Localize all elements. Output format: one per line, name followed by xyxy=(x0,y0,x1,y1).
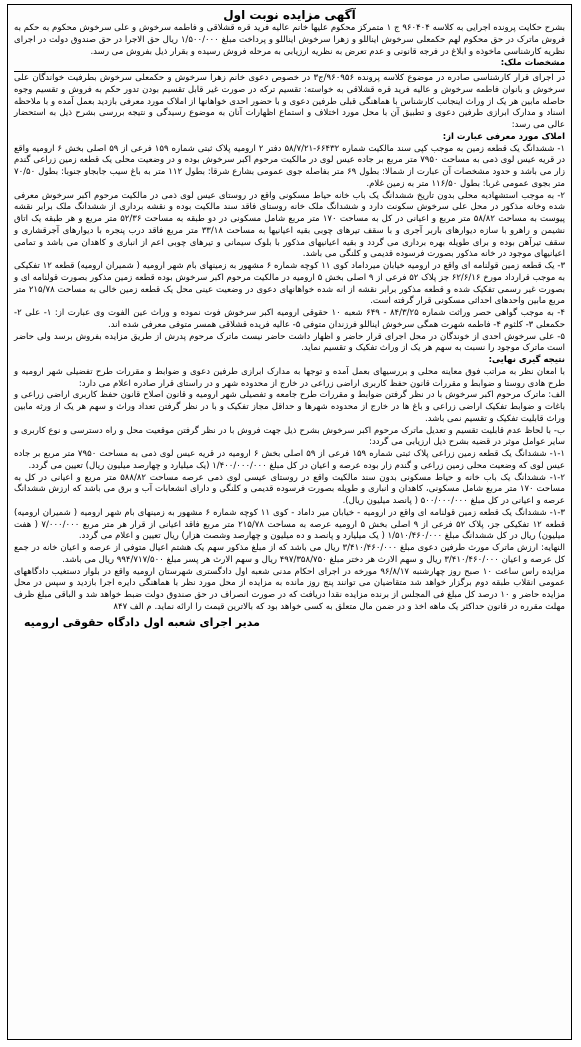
property-item-4: ۴- به موجب گواهی حصر وراثت شماره ۸۴/۳/۲۵ - ۶۴۹ شعبه ۱۰ حقوقی ارومیه اکبر سرخوش فوت نموده و وراث عین الفوت وی عبارت از: ۱- علی ۲- حکمعلی ۳- کلثوم ۴- فاطمه شهرت همگی سرخوش ایناللو فرزندان متوفی ۵- عالیه فریده قشلاقی همسر متوفی معرفی شده اند. xyxy=(14,308,565,330)
auction-terms: مزایده راس ساعت ۱۰ صبح روز چهارشنبه ۹۶/۸/۱۷ مورخه در اجرای احکام مدنی شعبه اول دادگستری شهرستان ارومیه واقع در بلوار دستغیب دادگاههای عمومی انقلاب طبقه دوم برگزار خواهد شد متقاضیان می توانند پنج روز مانده به مزایده از محل مورد نظر با هماهنگی دایره اجرا بازدید و سپس در محل مزایده حاضر و ۱۰ درصد کل مبلغ فی المجلس از برنده مزایده نقدا دریافت که در صورت انصراف در حق صندوق دولت ضبط خواهد شد و الباقی مبلغ ظرف مهلت مقرره در قانون حداکثر یک ماهه اخذ و در ضمن مال متعلق به کسی خواهد بود که بالاترین قیمت را ارائه نماید. م الف ۸۴۷ xyxy=(14,566,566,612)
conclusion-paragraph: با امعان نظر به مراتب فوق معاینه محلی و بررسیهای بعمل آمده و توجها به مدارک ابرازی طرفین دعوی و ضوابط و مقررات طرح تفضیلی شهر ارومیه و طرح هادی روستا و ضوابط و مقررات قانون حفظ کاربری اراضی زراعی در خارج از محدوده شهر و در راستای قرار صادره اعلام می دارد: xyxy=(14,366,565,389)
valuation-item-3: ۱-۳- ششدانگ یک قطعه زمین قولنامه ای واقع در ارومیه - خیابان میر داماد - کوی ۱۱ کوچه شماره ۶ مشهور به زمینهای بام شهر ارومیه ( شمیران ارومیه) قطعه ۱۲ تفکیکی جز، پلاک ۵۲ فرعی از ۹ اصلی بخش ۵ ارومیه عرصه به مساحت ۲۱۵/۷۸ متر مربع فاقد اعیانی از قرار هر متر مربع ۷/۰۰۰/۰۰۰ ( هفت میلیون) ریال در کل ششدانگ مبلغ ۱/۵۱۰/۴۶۰/۰۰۰ ( یک میلیارد و پانصد و ده میلیون و چهارصد وشصت هزار) ریال تعیین و اعلام می گردد. xyxy=(14,507,566,542)
valuation-item-1: ۱-۱- ششدانگ یک قطعه زمین زراعی پلاک ثبتی شماره ۱۵۹ فرعی از ۵۹ اصلی بخش ۶ ارومیه در قریه عیس لوی ذمی به مساحت ۷۹۵۰ متر مربع بر جاده عیس لوی که وضعیت محلی زمین زراعی و گندم زار بوده عرصه و اعیان در کل مبلغ ۱/۴۰۰/۰۰۰/۰۰۰ (یک میلیارد و چهارصد میلیون ریال) تعیین می گردد. xyxy=(14,449,565,471)
clause-be: ب- با لحاظ عدم قابلیت تقسیم و تعدیل ماترک مرحوم اکبر سرخوش بشرح ذیل جهت فروش با در نظر گرفتن موقعیت محل و راه دسترسی و نوع کاربری و سایر عوامل موثر در قضیه بشرح ذیل ارزیابی می گردد: xyxy=(14,425,565,448)
divider-line xyxy=(14,71,565,72)
valuation-item-2: ۱-۲- ششدانگ یک باب خانه و حیاط مسکونی بدون سند مالکیت واقع در روستای عیسی لوی ذمی عرصه مساحت ۵۸۸/۸۲ متر مربع و اعیانی در کل به مساحت ۱۷۰ متر مربع شامل مسکونی، کاهدان و انباری و طویله بصورت فرسوده قدیمی و کلنگی و دارای انشعابات آب و برق می باشد که ارزش ششدانگ عرصه و اعیانی در کل مبلغ ۵۰۰/۰۰۰/۰۰۰ ( پانصد میلیون ریال). xyxy=(14,472,565,506)
property-item-1: ۱- ششدانگ یک قطعه زمین به موجب کپی سند مالکیت شماره ۶۶۴۳۲-۵۸/۷/۲۱ دفتر ۲ ارومیه پلاک ثبتی شماره ۱۵۹ فرعی از ۵۹ اصلی بخش ۶ ارومیه واقع در قریه عیس لوی ذمی به مساحت ۷۹۵۰ متر مربع بر جاده عیس لوی در مالکیت مرحوم اکبر سرخوش بوده و در وضعیت محلی یک قطعه زمین زراعی گندم زار می باشد و حدود مشخصات آن عبارت از شمالا: بطول ۶۹ متر بفاصله جوی عمومی بشارع شرقا: بطول ۱۱۲ متر به باغ سیب جابجاو جنوبا: بطول ۷۰/۵۰ متر بجوی عمومی غربا: بطول ۱۱۶/۵۰ متر به زمین غلام. xyxy=(14,143,566,189)
final-valuation: النهایه: ارزش ماترک مورث طرفین دعوی مبلغ ۳/۴۱۰/۴۶۰/۰۰۰ ریال می باشد که از مبلغ مذکور سهم یک هشتم اعیال متوفی از عرصه و اعیان خانه در جمع کل عرصه و اعیان ۳/۴۱۰/۴۶۰/۰۰۰ ریال و سهم الارث هر دختر مبلغ ۴۹۷/۳۵۸/۷۵۰ ریال و سهم الارث هر پسر مبلغ ۹۹۴/۷۱۷/۵۰۰ ریال می باشد. xyxy=(14,543,565,565)
property-item-3: ۳- یک قطعه زمین قولنامه ای واقع در ارومیه خیابان میرداماد کوی ۱۱ کوچه شماره ۶ مشهور به زمینهای بام شهر ارومیه ( شمیران ارومیه) قطعه ۱۲ تفکیکی به موجب قرارداد مورخ ۶۲/۶/۱۶ جز پلاک ۵۲ فرعی از ۹ اصلی بخش ۵ ارومیه در مالکیت مرحوم اکبر سرخوش بوده قطعه زمین مذکور بصورت قولنامه ای و بصورت غیر رسمی تفکیک شده و قطعه مذکور برابر نقشه از انه شده خواهانهای دعوی در وضعیت عینی محل یک قطعه زمین خالی به مساحت ۲۱۵/۷۸ متر مربع مابین واحدهای احداثی مسکونی قرار گرفته است. xyxy=(14,261,566,307)
property-spec-heading: مشخصات ملک: xyxy=(500,58,565,69)
intro-paragraph: بشرح حکایت پرونده اجرایی به کلاسه ۹۶۰۴۰۴ ج ۱ متمرکز محکوم علیها خانم عالیه فرید قره قشلاقی و فاطمه سرخوش و علی سرخوش محکوم به حکم به فروش ماترک در حق محکوم لهم حکمعلی سرخوش ایناللو و زهرا سرخوش ایناللو و پرداخت مبلغ ۱/۵۰۰/۰۰۰ ریال حق الاجرا در حق صندوق دولت در اجرای نظریه کارشناسی ماخوذه و ابلاغ در فرجه قانونی و عدم تعرض به نظریه ارزیابی به مرحله فروش رسیده و بقرار ذیل بفروش می رسد. xyxy=(14,23,566,57)
properties-heading: املاک مورد معرفی عبارت از: xyxy=(442,131,565,142)
signature-line: مدیر اجرای شعبه اول دادگاه حقوقی ارومیه xyxy=(24,615,260,629)
expert-paragraph: در اجرای قرار کارشناسی صادره در موضوع کلاسه پرونده ۹۶۰۹۵۶/ج۳ در خصوص دعوی خانم زهرا سرخوش و حکمعلی سرخوش بطرفیت خواندگان علی سرخوش و بانوان فاطمه سرخوش و عالیه فرید قره قشلاقی به خواسته: تقسیم ترکه در صورت غیر قابل تقسیم بودن تدور حکم به فروش و تقسیم وجوه حاصله مابین هر یک از وراث اینجانب کارشناس با هماهنگی قبلی طرفین دعوی و با حضور احدی خواهانها از املاک مورد معرفی بازدید بعمل آمده و با ملاحظه اسناد و مدارک ابرازی طرفین دعوی و تطبیق آن با محل مورد اختلاف و استماع اظهارات آنان به موضوع رسیدگی و نتیجه بررسی بشرح ذیل به استحضار عالی می رسد: xyxy=(14,73,565,130)
property-item-2: ۲- به موجب استشهادیه محلی بدون تاریخ ششدانگ یک باب خانه حیاط مسکونی واقع در روستای عیس لوی ذمی در مالکیت مرحوم اکبر سرخوش معرفی شده وخانه مذکور در محل علی سرخوش سکونت دارد و ششدانگ ملک خانه روستای فاقد سند مالکیت بوده و نقشه برداری از ششدانگ ملک برابر نقشه پیوست به مساحت ۵۸/۸۲ متر مربع و اعیانی در کل به مساحت ۱۷۰ متر مربع شامل مسکونی در دو طبقه به مساحت ۵۲/۳۶ متر مربع و هر طبقه یک اتاق نشیمن و راهرو با سازه دیوارهای باربر آجری و با سقف تیرهای چوبی بقیه اعیانیها به مساحت ۳۳/۱۸ متر مربع فاقد درب پنجره با دیوارهای آجرقشاری و سقف تیرآهن بوده و برای طویله بهره برداری می گردد و بقیه اعیانیهای مذکور با بلوک سیمانی و تیرهای چوبی اعم از انباری و کاهدان می باشد و تمامی اعیانیهای موجود در خانه مذکور بصورت فرسوده قدیمی و کلنگی می باشد. xyxy=(14,190,565,260)
notice-title: آگهی مزایده نوبت اول xyxy=(223,8,356,22)
property-item-5: ۵- علی سرخوش احدی از خوندگان در محل اجرای قرار حاضر و اظهار داشت حاضر نیست ماترک مرحوم پدرش از طریق مزایده بفروش برسد ولی حاضر است ماترک موجود را نسبت به سهم هر یک از وراث تفکیک و تقسیم نماید. xyxy=(14,331,565,354)
clause-alef: الف: ماترک مرحوم اکبر سرخوش با در نظر گرفتن ضوابط و مقررات طرح جامعه و تفصیلی شهر ارومیه و قانون اصلاح قانون حفظ کاربری اراضی زراعی و باغات و ضوابط تفکیک اراضی زراعی و باغ ها در خارج از محدوده شهرها و حداقل مجاز تفکیک و با در نظر گرفتن تعداد وراث و سهم هر یک از ورثه مابین وراث قابلیت تفکیک و تقسیم نمی باشد. xyxy=(14,390,565,424)
conclusion-heading: نتیجه گیری نهایی: xyxy=(488,355,565,365)
notice-frame xyxy=(7,4,572,1040)
